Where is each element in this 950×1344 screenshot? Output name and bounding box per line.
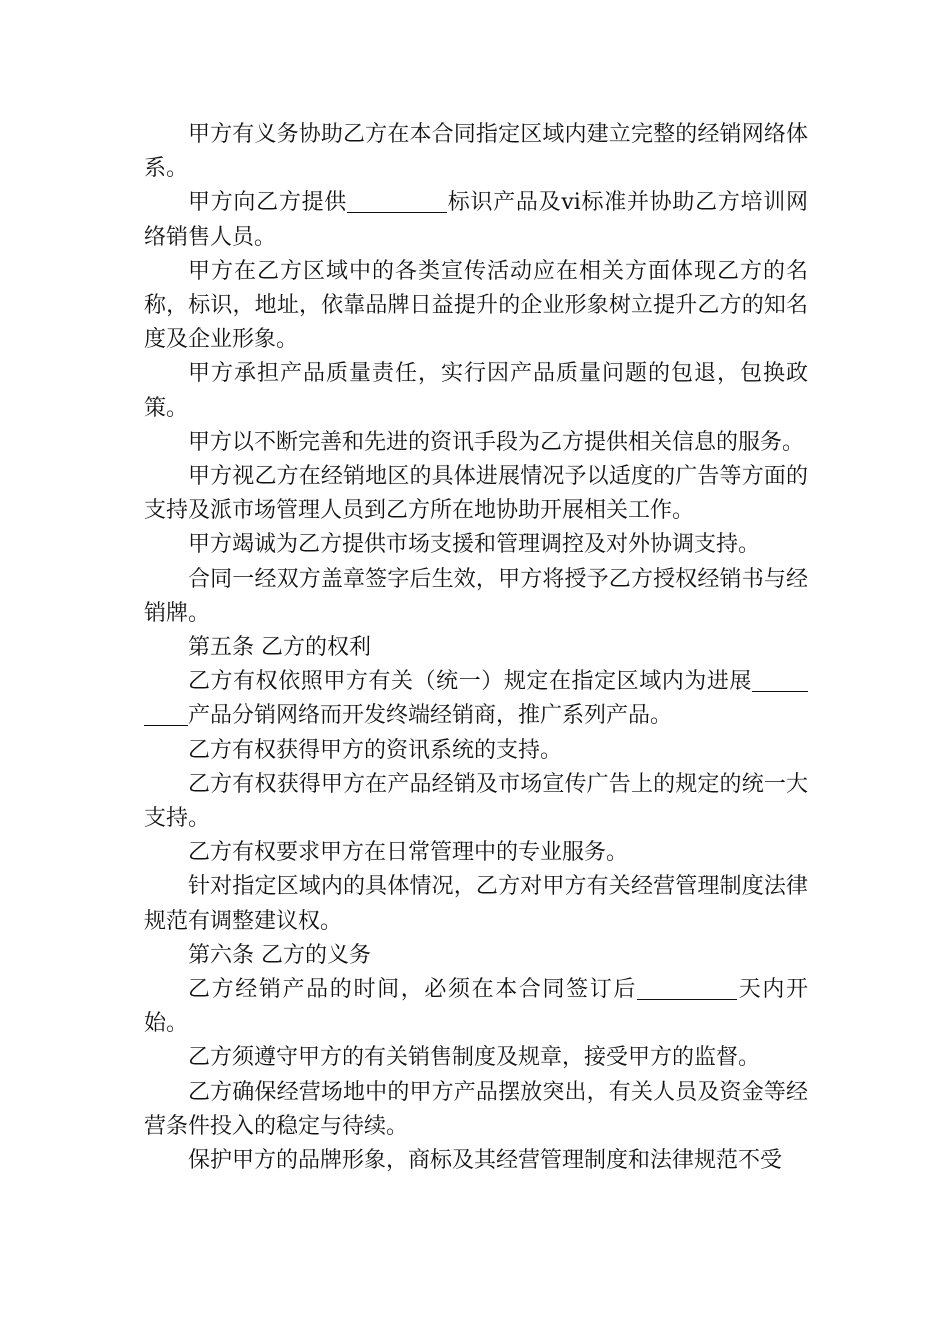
- fill-in-blank-continued: [144, 703, 188, 726]
- fill-in-blank: [752, 669, 808, 692]
- section-heading-article-5: 第五条 乙方的权利: [188, 635, 371, 661]
- section-heading-article-6: 第六条 乙方的义务: [188, 942, 371, 968]
- paragraph-11: 乙方有权获得甲方在产品经销及市场宣传广告上的规定的统一大支持。: [144, 771, 808, 832]
- paragraph-12: 乙方有权要求甲方在日常管理中的专业服务。: [188, 840, 629, 866]
- paragraph-10: 乙方有权获得甲方的资讯系统的支持。: [188, 737, 563, 763]
- paragraph-15: 乙方须遵守甲方的有关销售制度及规章，接受甲方的监督。: [188, 1045, 761, 1071]
- paragraph-3: 甲方在乙方区域中的各类宣传活动应在相关方面体现乙方的名称，标识，地址，依靠品牌日益提升的企业形象树立提升乙方的知名度及企业形象。: [144, 258, 808, 353]
- paragraph-9: [144, 665, 808, 733]
- paragraph-14-text-before: 乙方经销产品的时间，必须在本合同签订后: [188, 977, 638, 1003]
- paragraph-16: 乙方确保经营场地中的甲方产品摆放突出，有关人员及资金等经营条件投入的稳定与待续。: [144, 1079, 808, 1139]
- document-page: [144, 118, 808, 1178]
- paragraph-2: [144, 186, 808, 254]
- fill-in-blank: [347, 190, 447, 213]
- paragraph-9-text-before: 乙方有权依照甲方有关（统一）规定在指定区域内为进展: [188, 669, 752, 695]
- paragraph-9-text-after: 产品分销网络而开发终端经销商，推广系列产品。: [188, 703, 673, 729]
- paragraph-14: [144, 973, 808, 1041]
- paragraph-8: 合同一经双方盖章签字后生效，甲方将授予乙方授权经销书与经销牌。: [144, 566, 808, 626]
- paragraph-6: 甲方视乙方在经销地区的具体进展情况予以适度的广告等方面的支持及派市场管理人员到乙方所在地协助开展相关工作。: [144, 464, 808, 524]
- paragraph-7: 甲方竭诚为乙方提供市场支援和管理调控及对外协调支持。: [188, 532, 761, 558]
- paragraph-2-text-before: 甲方向乙方提供: [188, 190, 348, 216]
- paragraph-1: 甲方有义务协助乙方在本合同指定区域内建立完整的经销网络体系。: [144, 122, 808, 182]
- paragraph-14-text-after: 天内开始。: [144, 977, 808, 1037]
- fill-in-blank: [637, 977, 737, 1000]
- paragraph-17: 保护甲方的品牌形象，商标及其经营管理制度和法律规范不受: [188, 1148, 783, 1174]
- paragraph-5: 甲方以不断完善和先进的资讯手段为乙方提供相关信息的服务。: [188, 429, 805, 455]
- paragraph-13: 针对指定区域内的具体情况，乙方对甲方有关经营管理制度法律规范有调整建议权。: [144, 874, 808, 934]
- paragraph-4: 甲方承担产品质量责任，实行因产品质量问题的包退，包换政策。: [144, 361, 808, 421]
- paragraph-2-text-after: 标识产品及vi标准并协助乙方培训网络销售人员。: [144, 190, 808, 250]
